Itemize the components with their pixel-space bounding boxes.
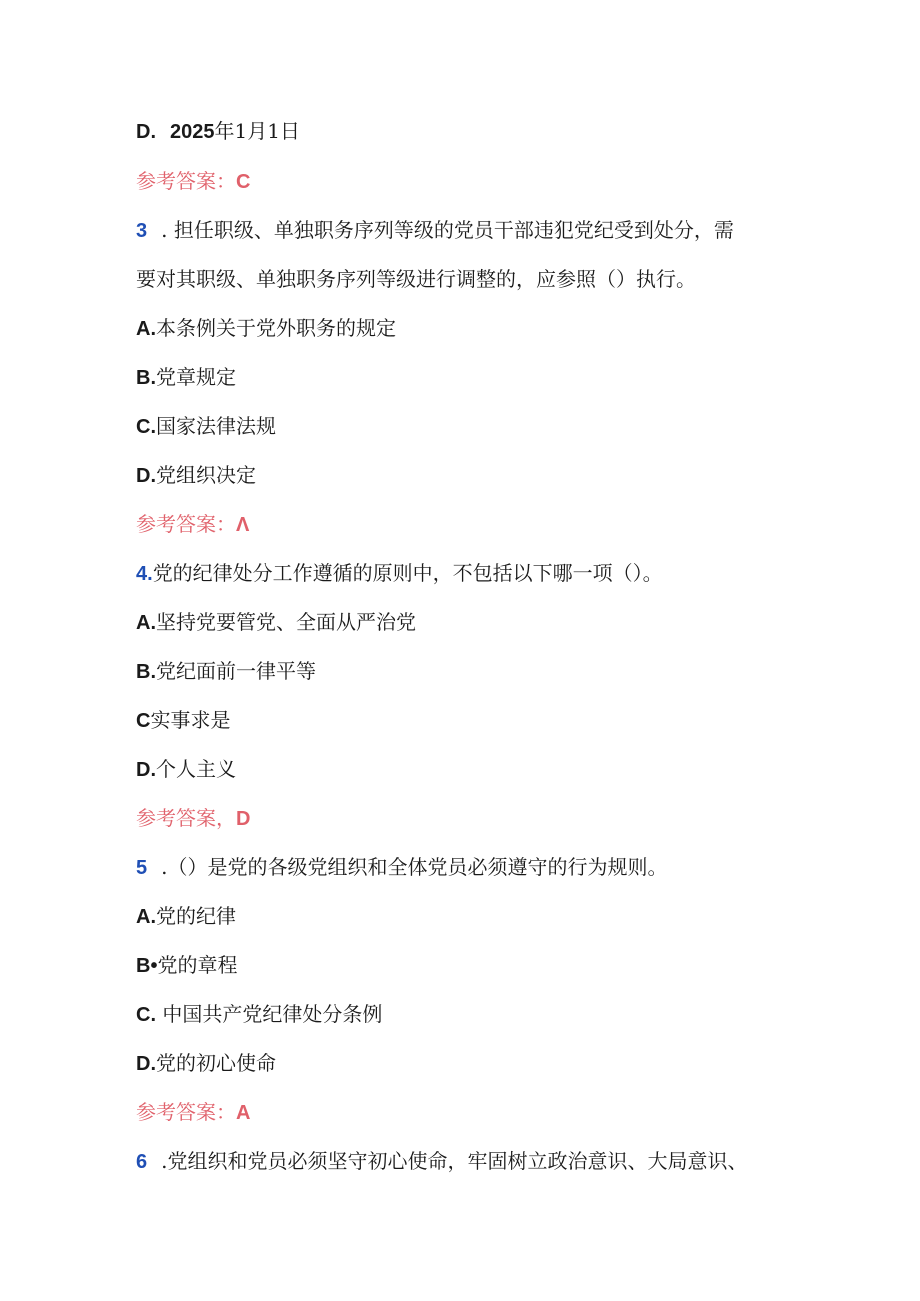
option-text: 个人主义 [156, 757, 236, 781]
option-label: D. [136, 465, 156, 487]
answer-letter: A [236, 1102, 251, 1124]
question-number: 6 [136, 1151, 148, 1173]
question-text: . 担任职级、单独职务序列等级的党员干部违犯党纪受到处分，需 [161, 218, 734, 242]
option-label: D. [136, 1053, 156, 1075]
option-label: C. [136, 416, 156, 438]
answer-letter: D [236, 808, 251, 830]
option-label: B. [136, 367, 156, 389]
option-text: 党的初心使命 [156, 1051, 276, 1075]
question-number: 5 [136, 857, 148, 879]
question-text: .（）是党的各级党组织和全体党员必须遵守的行为规则。 [161, 855, 668, 879]
option-text: 国家法律法规 [156, 414, 276, 438]
q2-option-d [136, 117, 796, 146]
option-label: A. [136, 612, 156, 634]
q3-stem-line2 [136, 265, 796, 293]
answer-letter: Λ [236, 514, 250, 536]
q3-option-a [136, 314, 796, 343]
question-text: 要对其职级、单独职务序列等级进行调整的，应参照（）执行。 [136, 267, 696, 291]
option-label: A. [136, 906, 156, 928]
q4-option-c [136, 706, 796, 735]
option-text: 党章规定 [156, 365, 236, 389]
q3-option-d [136, 461, 796, 490]
option-label: B. [136, 661, 156, 683]
option-text: 坚持党要管党、全面从严治党 [156, 610, 416, 634]
option-label: C. [136, 1004, 156, 1026]
q4-option-a [136, 608, 796, 637]
option-label: D. [136, 121, 156, 143]
option-text: 党的纪律 [156, 904, 236, 928]
q3-answer [136, 510, 796, 539]
option-text: 党的章程 [157, 953, 238, 977]
option-label: D. [136, 759, 156, 781]
q5-option-d [136, 1049, 796, 1078]
option-label: C [136, 710, 151, 732]
answer-prefix: 参考答案： [136, 1100, 236, 1124]
q4-option-d [136, 755, 796, 784]
q5-option-a [136, 902, 796, 931]
answer-letter: C [236, 171, 251, 193]
question-text: 党的纪律处分工作遵循的原则中，不包括以下哪一项（）。 [152, 561, 663, 585]
option-label: B• [136, 955, 158, 977]
answer-prefix: 参考答案： [136, 169, 236, 193]
option-label: A. [136, 318, 156, 340]
option-text: 实事求是 [150, 708, 231, 732]
answer-prefix: 参考答案： [136, 512, 236, 536]
q4-option-b [136, 657, 796, 686]
question-number: 3 [136, 220, 148, 242]
q3-option-c [136, 412, 796, 441]
option-text: 党组织决定 [156, 463, 256, 487]
option-text: 本条例关于党外职务的规定 [156, 316, 396, 340]
q3-stem-line1 [136, 216, 796, 245]
q4-answer [136, 804, 796, 833]
q5-option-c [136, 1000, 796, 1029]
q2-answer [136, 167, 796, 196]
q5-option-b [136, 951, 796, 980]
question-number: 4. [136, 563, 153, 585]
question-text: .党组织和党员必须坚守初心使命，牢固树立政治意识、大局意识、 [161, 1149, 748, 1173]
option-text: 中国共产党纪律处分条例 [156, 1002, 383, 1026]
option-text: 年1月1日 [214, 119, 300, 143]
answer-prefix: 参考答案， [136, 806, 236, 830]
q3-option-b [136, 363, 796, 392]
q5-stem [136, 853, 796, 882]
option-text: 党纪面前一律平等 [156, 659, 316, 683]
q5-answer [136, 1098, 796, 1127]
q6-stem [136, 1147, 796, 1176]
option-text-number: 2025 [170, 121, 215, 143]
q4-stem [136, 559, 796, 588]
